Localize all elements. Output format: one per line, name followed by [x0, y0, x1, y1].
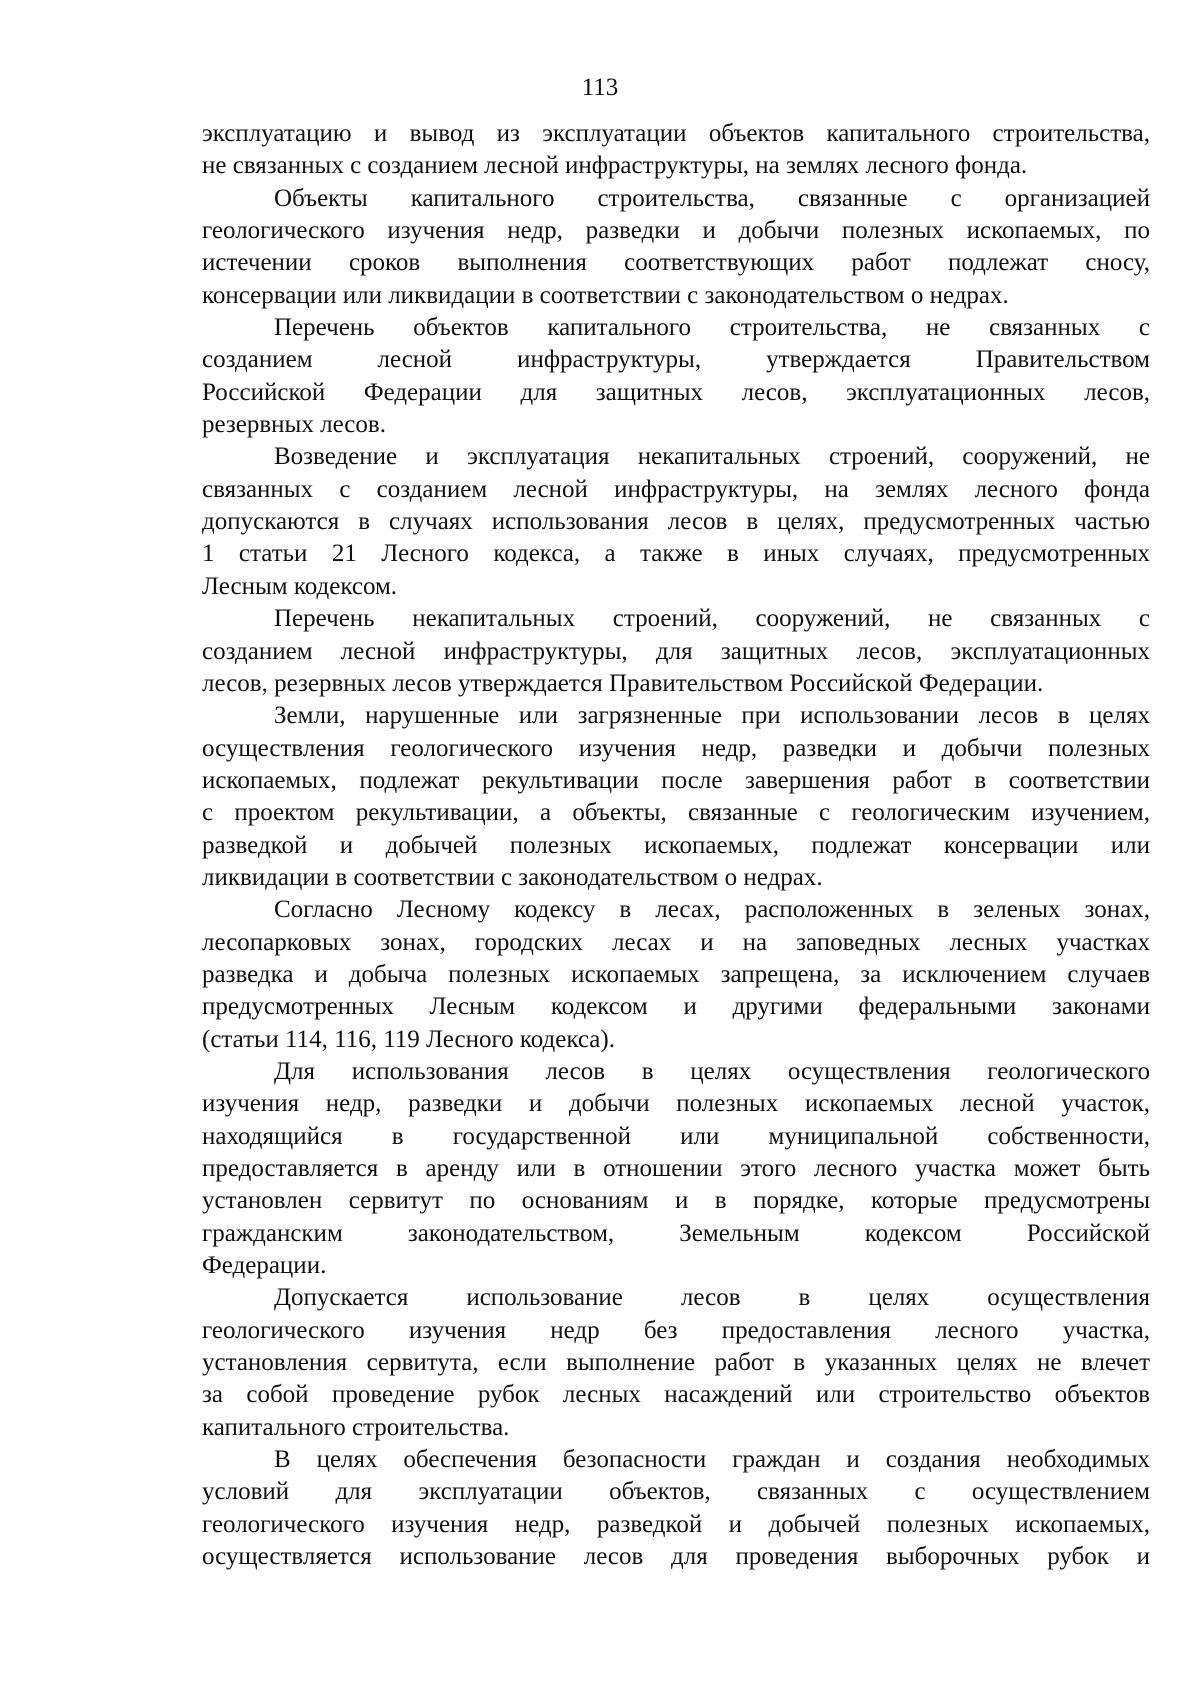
- text-line: Возведение и эксплуатация некапитальных строений, сооружений, не: [274, 443, 1150, 471]
- paragraph: [202, 894, 1150, 1056]
- text-line: ископаемых, подлежат рекультивации после завершения работ в соответствии: [202, 766, 1150, 794]
- text-line: Согласно Лесному кодексу в лесах, расположенных в зеленых зонах,: [274, 896, 1150, 924]
- text-line: лесопарковых зонах, городских лесах и на заповедных лесных участках: [202, 928, 1150, 956]
- paragraph: [202, 183, 1150, 312]
- text-line: предусмотренных Лесным кодексом и другими федеральными законами: [202, 993, 1150, 1021]
- text-line: Для использования лесов в целях осуществления геологического: [274, 1057, 1150, 1085]
- paragraph: [202, 1282, 1150, 1444]
- text-line: консервации или ликвидации в соответствии с законодательством о недрах.: [202, 281, 1009, 309]
- document-body: [202, 118, 1150, 1573]
- text-line: Перечень объектов капитального строительства, не связанных с: [274, 314, 1150, 342]
- text-line: геологического изучения недр, разведки и добычи полезных ископаемых, по: [202, 217, 1150, 245]
- text-line: Российской Федерации для защитных лесов, эксплуатационных лесов,: [202, 378, 1150, 406]
- text-line: допускаются в случаях использования лесов в целях, предусмотренных частью: [202, 508, 1150, 536]
- text-line: Земли, нарушенные или загрязненные при использовании лесов в целях: [274, 702, 1150, 730]
- text-line: геологического изучения недр без предоставления лесного участка,: [202, 1316, 1150, 1344]
- paragraph: [202, 312, 1150, 441]
- text-line: с проектом рекультивации, а объекты, связанные с геологическим изучением,: [202, 799, 1150, 827]
- text-line: ликвидации в соответствии с законодательством о недрах.: [202, 863, 823, 891]
- text-line: осуществления геологического изучения недр, разведки и добычи полезных: [202, 734, 1150, 762]
- text-line: созданием лесной инфраструктуры, утверждается Правительством: [202, 346, 1150, 374]
- paragraph: [202, 1444, 1150, 1573]
- text-line: Лесным кодексом.: [202, 572, 398, 600]
- text-line: изучения недр, разведки и добычи полезных ископаемых лесной участок,: [202, 1090, 1150, 1118]
- text-line: Федерации.: [202, 1252, 327, 1280]
- text-line: эксплуатацию и вывод из эксплуатации объектов капитального строительства,: [202, 120, 1150, 147]
- text-line: предоставляется в аренду или в отношении этого лесного участка может быть: [202, 1155, 1150, 1182]
- paragraph: [202, 118, 1150, 183]
- text-line: капитального строительства.: [202, 1413, 510, 1441]
- text-line: Допускается использование лесов в целях осуществления: [274, 1284, 1150, 1312]
- text-line: гражданским законодательством, Земельным кодексом Российской: [202, 1219, 1150, 1247]
- paragraph: [202, 1056, 1150, 1282]
- text-line: связанных с созданием лесной инфраструктуры, на землях лесного фонда: [202, 475, 1150, 503]
- text-line: разведкой и добычей полезных ископаемых, подлежат консервации или: [202, 831, 1150, 859]
- text-line: истечении сроков выполнения соответствующих работ подлежат сносу,: [202, 249, 1150, 277]
- text-line: (статьи 114, 116, 119 Лесного кодекса).: [202, 1025, 615, 1053]
- paragraph: [202, 700, 1150, 894]
- text-line: разведка и добыча полезных ископаемых запрещена, за исключением случаев: [202, 960, 1150, 988]
- text-line: находящийся в государственной или муниципальной собственности,: [202, 1122, 1150, 1150]
- text-line: резервных лесов.: [202, 411, 386, 439]
- text-line: лесов, резервных лесов утверждается Правительством Российской Федерации.: [202, 669, 1044, 697]
- page-number: 113: [581, 74, 619, 101]
- text-line: за собой проведение рубок лесных насаждений или строительство объектов: [202, 1381, 1150, 1409]
- text-line: 1 статьи 21 Лесного кодекса, а также в иных случаях, предусмотренных: [202, 540, 1150, 568]
- text-line: В целях обеспечения безопасности граждан и создания необходимых: [274, 1446, 1150, 1474]
- text-line: осуществляется использование лесов для проведения выборочных рубок и: [202, 1543, 1150, 1571]
- text-line: созданием лесной инфраструктуры, для защитных лесов, эксплуатационных: [202, 637, 1150, 665]
- text-line: не связанных с созданием лесной инфраструктуры, на землях лесного фонда.: [202, 152, 1028, 180]
- text-line: Перечень некапитальных строений, сооружений, не связанных с: [274, 605, 1150, 633]
- paragraph: [202, 603, 1150, 700]
- paragraph: [202, 441, 1150, 603]
- text-line: Объекты капитального строительства, связанные с организацией: [274, 184, 1150, 212]
- text-line: установлен сервитут по основаниям и в порядке, которые предусмотрены: [202, 1187, 1150, 1215]
- text-line: геологического изучения недр, разведкой и добычей полезных ископаемых,: [202, 1510, 1150, 1538]
- text-line: установления сервитута, если выполнение работ в указанных целях не влечет: [202, 1349, 1150, 1377]
- text-line: условий для эксплуатации объектов, связанных с осуществлением: [202, 1478, 1150, 1506]
